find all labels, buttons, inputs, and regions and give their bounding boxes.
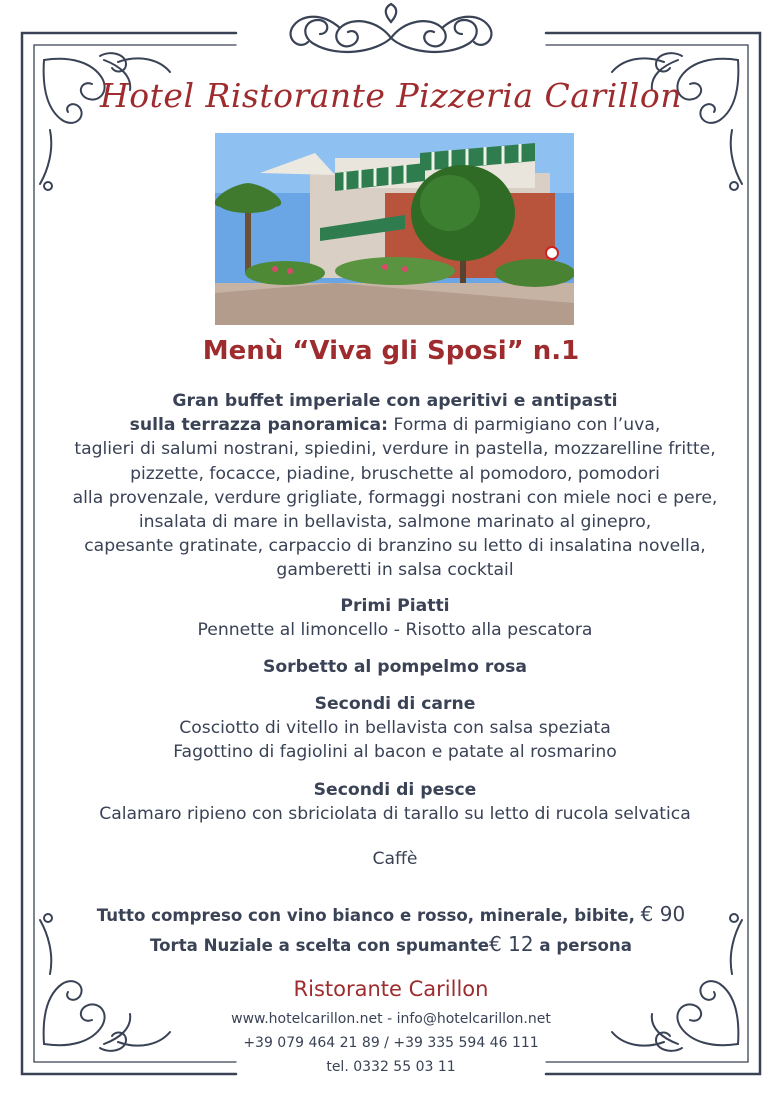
primi-section <box>30 594 760 642</box>
buffet-item: insalata di mare in bellavista, salmone marinato al ginepro, <box>138 512 652 533</box>
buffet-item: Forma di parmigiano con l’uva, <box>393 415 661 436</box>
carne-section <box>30 692 760 765</box>
buffet-line <box>30 413 760 437</box>
included-price: € 90 <box>640 902 686 926</box>
included-text: Tutto compreso con vino bianco e rosso, minerale, bibite, <box>96 906 635 925</box>
buffet-item: pizzette, focacce, piadine, bruschette al pomodoro, pomodori <box>130 463 660 484</box>
buffet-section <box>30 389 760 583</box>
primi-heading: Primi Piatti <box>340 596 450 616</box>
buffet-item: alla provenzale, verdure grigliate, formaggi nostrani con miele noci e pere, <box>72 487 718 508</box>
cake-suffix: a persona <box>539 936 632 955</box>
cake-price: € 12 <box>489 932 534 956</box>
pesce-item: Calamaro ripieno con sbriciolata di tarallo su letto di rucola selvatica <box>99 804 691 825</box>
pesce-heading: Secondi di pesce <box>313 780 477 800</box>
phone-numbers: +39 079 464 21 89 / +39 335 594 46 111 <box>243 1035 539 1051</box>
hotel-title: Hotel Ristorante Pizzeria Carillon <box>100 76 682 115</box>
buffet-item: taglieri di salumi nostrani, spiedini, verdure in pastella, mozzarelline fritte, <box>74 439 716 460</box>
hotel-photo <box>215 133 574 325</box>
web-email[interactable]: www.hotelcarillon.net - info@hotelcarillon.net <box>231 1011 551 1027</box>
carne-item: Cosciotto di vitello in bellavista con salsa speziata <box>179 718 611 739</box>
sorbetto-heading: Sorbetto al pompelmo rosa <box>262 657 527 677</box>
buffet-heading-line1: Gran buffet imperiale con aperitivi e antipasti <box>172 391 618 411</box>
primi-item: Pennette al limoncello - Risotto alla pescatora <box>197 620 593 641</box>
telephone: tel. 0332 55 03 11 <box>326 1059 456 1075</box>
included-price-line <box>0 902 782 926</box>
cake-price-line <box>0 932 782 956</box>
menu-title: Menù “Viva gli Sposi” n.1 <box>202 336 580 366</box>
restaurant-name: Ristorante Carillon <box>293 977 489 1001</box>
carne-heading: Secondi di carne <box>314 694 476 714</box>
caffe-item: Caffè <box>372 849 418 869</box>
cake-text: Torta Nuziale a scelta con spumante <box>150 936 490 955</box>
sorbetto-section <box>30 655 760 679</box>
carne-item: Fagottino di fagiolini al bacon e patate al rosmarino <box>173 742 617 763</box>
buffet-heading-line2: sulla terrazza panoramica: <box>129 415 388 436</box>
caffe-section <box>30 847 760 871</box>
pesce-section <box>30 778 760 826</box>
buffet-item: gamberetti in salsa cocktail <box>276 560 514 581</box>
buffet-item: capesante gratinate, carpaccio di branzino su letto di insalatina novella, <box>84 536 706 557</box>
